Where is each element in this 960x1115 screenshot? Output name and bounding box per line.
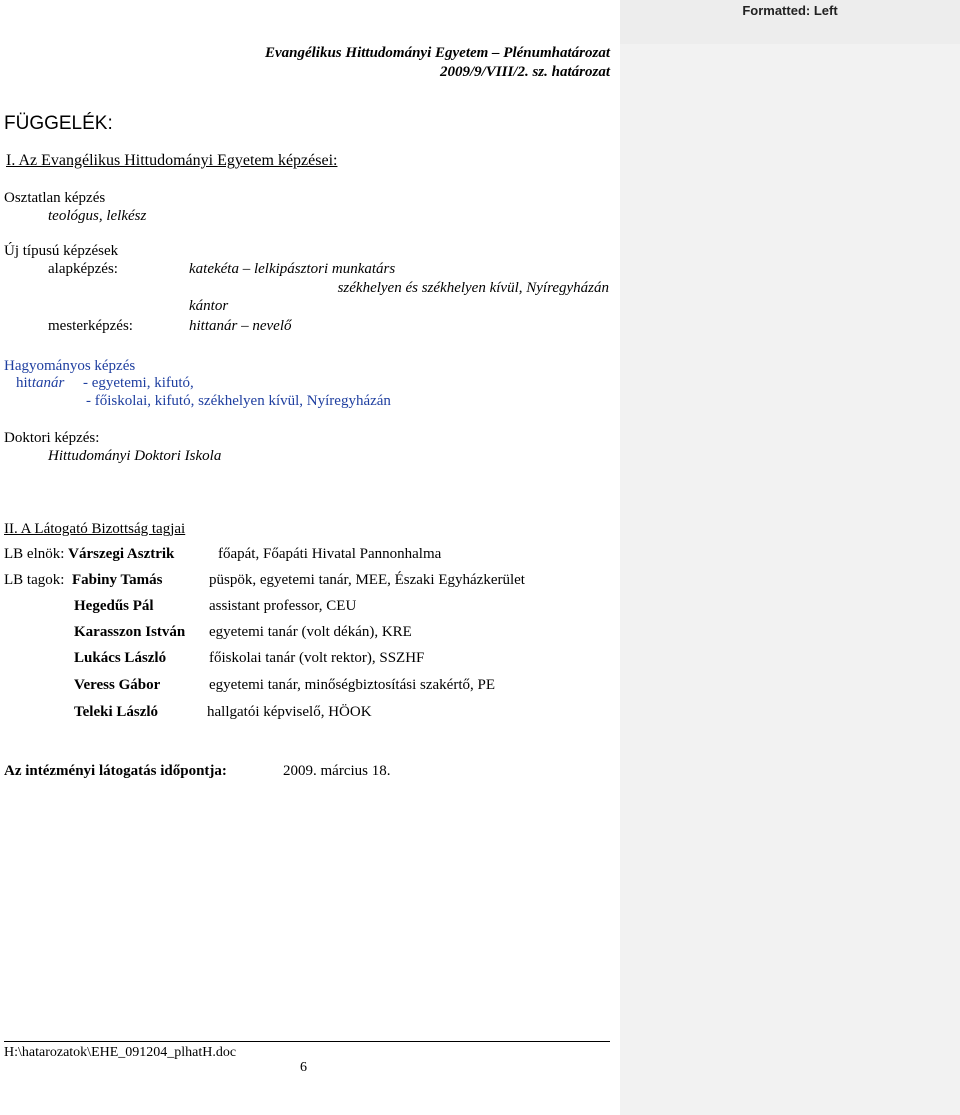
section2-title: II. A Látogató Bizottság tagjai [4, 521, 186, 537]
section1-title: I. Az Evangélikus Hittudományi Egyetem képzései: [6, 152, 338, 169]
chair-role: főapát, Főapáti Hivatal Pannonhalma [218, 546, 442, 562]
traditional-university: - egyetemi, kifutó, [83, 375, 194, 391]
chair-row [4, 546, 174, 563]
formatting-comment: Formatted: Left [742, 3, 838, 18]
member-role: egyetemi tanár (volt dékán), KRE [209, 624, 412, 640]
member-role: hallgatói képviselő, HÖOK [207, 704, 372, 720]
chair-name: Várszegi Asztrik [68, 546, 175, 562]
bachelor-label: alapképzés: [48, 261, 118, 277]
member-role: főiskolai tanár (volt rektor), SSZHF [209, 650, 425, 666]
header-resolution-number: 2009/9/VIII/2. sz. határozat [439, 64, 610, 80]
member-name: Lukács László [74, 650, 167, 666]
undivided-programs: teológus, lelkész [48, 208, 147, 224]
traditional-heading: Hagyományos képzés [4, 358, 136, 374]
member-role: egyetemi tanár, minőségbiztosítási szakértő, PE [209, 677, 495, 693]
bachelor-location: székhelyen és székhelyen kívül, Nyíregyházán [337, 280, 609, 296]
footer-rule [4, 1041, 610, 1042]
member-name: Veress Gábor [74, 677, 161, 693]
traditional-label-part2: tanár [31, 375, 65, 391]
member-role: assistant professor, CEU [209, 598, 357, 614]
member-role: püspök, egyetemi tanár, MEE, Északi Egyházkerület [209, 572, 525, 588]
traditional-college: - főiskolai, kifutó, székhelyen kívül, Nyíregyházán [86, 393, 391, 409]
undivided-heading: Osztatlan képzés [4, 190, 106, 206]
visit-date: 2009. március 18. [283, 763, 391, 779]
page-number: 6 [300, 1060, 307, 1075]
header-institution: Evangélikus Hittudományi Egyetem – Plénumhatározat [264, 45, 610, 61]
members-label: LB tagok: [4, 572, 65, 588]
member-name: Hegedűs Pál [74, 598, 154, 614]
visit-date-label: Az intézményi látogatás időpontja: [4, 763, 227, 779]
bachelor-program-catechist: katekéta – lelkipásztori munkatárs [189, 261, 396, 277]
bachelor-program-cantor: kántor [189, 298, 229, 314]
footer-file-path: H:\hatarozatok\EHE_091204_plhatH.doc [4, 1045, 237, 1060]
member-name: Teleki László [74, 704, 159, 720]
appendix-title: FÜGGELÉK: [4, 113, 113, 134]
master-program: hittanár – nevelő [189, 318, 292, 334]
comment-margin-pane [620, 0, 960, 1115]
member-name: Karasszon István [74, 624, 186, 640]
doctoral-school: Hittudományi Doktori Iskola [48, 448, 222, 464]
traditional-label-part1: hit [16, 375, 32, 391]
member-name: Fabiny Tamás [72, 572, 163, 588]
traditional-label [16, 375, 64, 392]
new-type-heading: Új típusú képzések [4, 243, 119, 259]
master-label: mesterképzés: [48, 318, 133, 334]
doctoral-heading: Doktori képzés: [4, 430, 100, 446]
chair-label: LB elnök: [4, 546, 65, 562]
